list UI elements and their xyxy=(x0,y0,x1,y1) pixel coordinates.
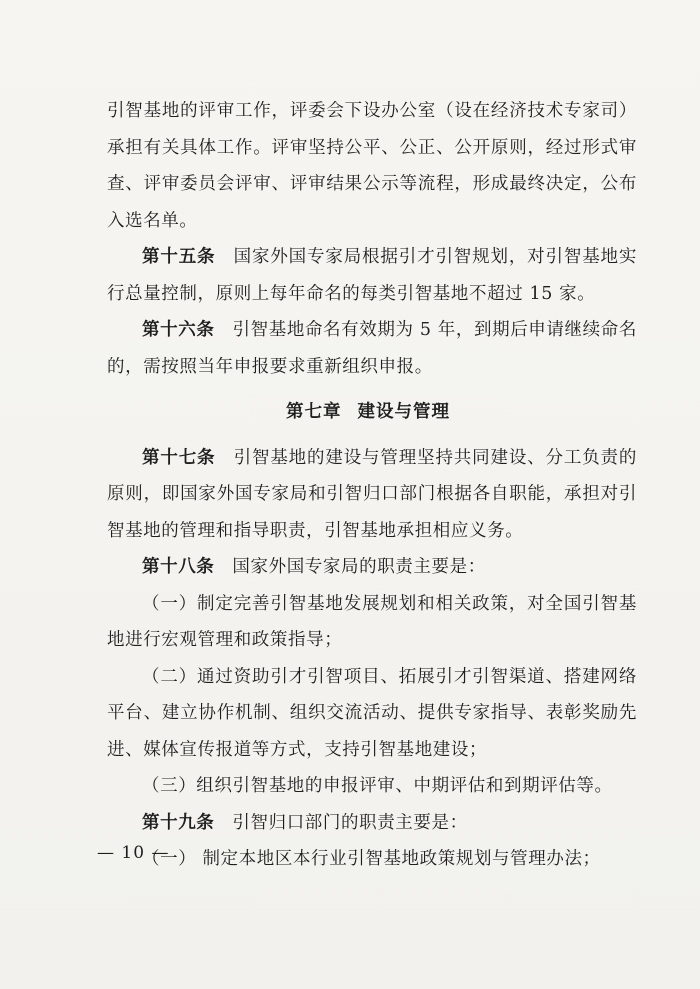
article-16-text: 引智基地命名有效期为 5 年，到期后申请继续命名的，需按照当年申报要求重新组织申报。 xyxy=(107,320,637,377)
chapter-number: 第七章 xyxy=(286,402,342,422)
body-text xyxy=(107,93,637,878)
article-16 xyxy=(107,312,637,385)
article-17-label: 第十七条 xyxy=(142,447,216,468)
article-17 xyxy=(107,440,637,550)
article-18-item-1: （一）制定完善引智基地发展规划和相关政策，对全国引智基地进行宏观管理和政策指导； xyxy=(107,593,637,650)
chapter-heading xyxy=(107,394,637,431)
article-19 xyxy=(107,805,637,842)
article-18-label: 第十八条 xyxy=(142,557,215,577)
article-15-label: 第十五条 xyxy=(142,247,216,267)
article-18-text: 国家外国专家局的职责主要是： xyxy=(232,557,486,577)
article-16-label: 第十六条 xyxy=(142,320,215,340)
paragraph-continuation: 引智基地的评审工作，评委会下设办公室（设在经济技术专家司）承担有关具体工作。评审坚持公平、公正、公开原则，经过形式审查、评审委员会评审、评审结果公示等流程，形成最终决定，公布入选名单。 xyxy=(107,101,637,231)
page-number: — 10 — xyxy=(97,843,170,863)
article-15 xyxy=(107,239,637,312)
article-19-item-1: （一） 制定本地区本行业引智基地政策规划与管理办法； xyxy=(142,849,601,869)
article-18 xyxy=(107,549,637,586)
article-19-label: 第十九条 xyxy=(142,812,215,833)
article-15-text: 国家外国专家局根据引才引智规划，对引智基地实行总量控制，原则上每年命名的每类引智基地不超过 15 家。 xyxy=(107,247,637,304)
article-17-text: 引智基地的建设与管理坚持共同建设、分工负责的原则，即国家外国专家局和引智归口部门根据各自职能，承担对引智基地的管理和指导职责，引智基地承担相应义务。 xyxy=(107,447,637,541)
article-18-item-3: （三）组织引智基地的申报评审、中期评估和到期评估等。 xyxy=(142,776,613,796)
chapter-title: 建设与管理 xyxy=(357,402,450,422)
article-19-text: 引智归口部门的职责主要是： xyxy=(232,812,468,833)
article-18-item-2: （二）通过资助引才引智项目、拓展引才引智渠道、搭建网络平台、建立协作机制、组织交流活动、提供专家指导、表彰奖励先进、媒体宣传报道等方式，支持引智基地建设； xyxy=(107,666,637,760)
